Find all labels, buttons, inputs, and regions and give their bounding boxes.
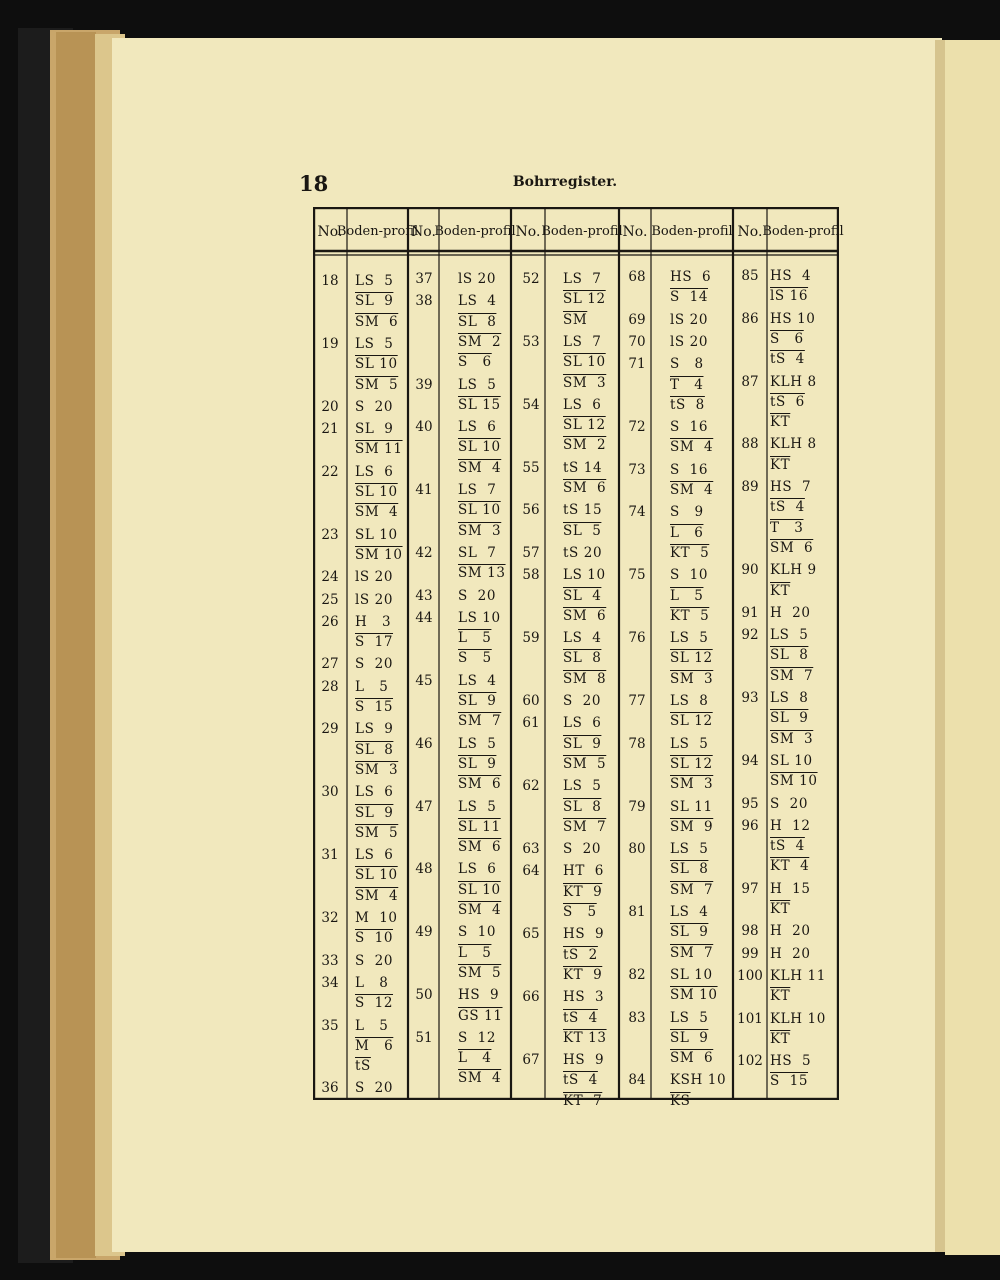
soil-profile-layer: LS 6	[563, 715, 602, 732]
page-number: 18	[299, 171, 329, 196]
soil-profile-layer: SL 9	[458, 755, 497, 772]
boring-number: 102	[737, 1053, 763, 1070]
boring-number: 39	[415, 376, 433, 393]
boring-number: 36	[321, 1080, 339, 1097]
boring-number: 63	[522, 841, 540, 858]
soil-profile-layer: SM 11	[355, 441, 403, 458]
boring-number: 86	[741, 310, 759, 327]
boring-number: 57	[522, 544, 540, 561]
soil-profile-layer: L 5	[458, 944, 492, 961]
soil-profile-layer: S 17	[355, 634, 394, 651]
boring-number: 21	[321, 421, 339, 438]
soil-profile-layer: SM 2	[563, 437, 607, 454]
boring-number: 44	[415, 609, 433, 626]
soil-profile-layer: S 10	[355, 930, 394, 947]
soil-profile-layer: SM 4	[458, 459, 502, 476]
soil-profile-layer: S 12	[355, 995, 394, 1012]
soil-profile-layer: LS 7	[458, 482, 497, 498]
soil-profile-layer: S 15	[355, 699, 394, 715]
soil-profile-layer: SL 10	[458, 881, 501, 898]
soil-profile-layer: LS 5	[355, 273, 394, 289]
boring-number: 61	[522, 715, 540, 732]
soil-profile-layer: GS 11	[458, 1007, 503, 1024]
soil-profile-layer: LS 5	[458, 735, 497, 752]
boring-number: 100	[737, 967, 763, 984]
soil-profile-layer: lS 20	[355, 591, 394, 608]
soil-profile-layer: SM 3	[355, 761, 399, 778]
boring-number: 87	[741, 373, 759, 390]
column-header-profile: Boden- profil	[336, 224, 419, 239]
soil-profile-layer: $\overline{KT}$	[770, 901, 791, 917]
soil-profile-layer: S 8	[670, 356, 704, 373]
soil-profile-layer: KLH 10	[770, 1010, 826, 1027]
soil-profile-layer: SL 10	[355, 356, 398, 373]
boring-number: 30	[321, 784, 339, 801]
soil-profile-layer: tS 4	[563, 1009, 598, 1026]
soil-profile-layer: lS 20	[355, 569, 394, 586]
soil-profile-layer: H 15	[770, 880, 811, 897]
soil-profile-layer: H 20	[770, 945, 811, 962]
soil-profile-layer: SL 9	[670, 924, 709, 941]
soil-profile-layer: KT 7	[563, 1092, 603, 1109]
column-header-no: No.	[515, 224, 541, 240]
boring-number: 41	[415, 482, 433, 498]
soil-profile-layer: L 6	[670, 524, 704, 541]
soil-profile-layer: tS 4	[563, 1072, 598, 1089]
boring-number: 29	[321, 721, 339, 738]
soil-profile-layer: SM 4	[355, 504, 399, 521]
soil-profile-layer: SL 9	[670, 1029, 709, 1046]
soil-profile-layer: tS 20	[563, 544, 603, 561]
soil-profile-layer: SL 4	[563, 587, 602, 604]
soil-profile-layer: SM 3	[770, 730, 814, 747]
boring-number: 81	[628, 904, 646, 920]
soil-profile-layer: KT 13	[563, 1029, 607, 1046]
soil-profile-layer: LS 9	[355, 721, 394, 738]
soil-profile-layer: H 12	[770, 817, 811, 834]
soil-profile-layer: SM 4	[670, 482, 714, 498]
boring-number: 34	[321, 974, 339, 991]
boring-number: 58	[522, 567, 540, 584]
boring-number: 49	[415, 924, 433, 941]
soil-profile-layer: LS 6	[355, 463, 394, 480]
boring-number: 26	[321, 613, 339, 630]
soil-profile-layer: SL 5	[563, 522, 602, 539]
boring-number: 33	[321, 952, 339, 969]
boring-number: 25	[321, 591, 339, 608]
boring-number: 19	[321, 335, 339, 352]
soil-profile-layer: HS 3	[563, 989, 605, 1006]
boring-number: 96	[741, 817, 759, 834]
soil-profile-layer: LS 6	[458, 419, 497, 436]
soil-profile-layer: SM 7	[563, 818, 607, 835]
soil-profile-layer: tS 4	[770, 838, 805, 855]
soil-profile-layer: SM 4	[458, 1070, 502, 1087]
boring-number: 42	[415, 544, 433, 561]
soil-profile-layer: KT 9	[563, 883, 603, 900]
boring-number: 18	[321, 273, 339, 289]
soil-profile-layer: SM 5	[563, 755, 607, 772]
soil-profile-layer: L 5	[670, 587, 704, 604]
soil-profile-layer: SM 9	[670, 818, 714, 835]
soil-profile-layer: LS 5	[458, 798, 497, 815]
soil-profile-layer: L 5	[458, 630, 492, 647]
soil-profile-layer: SM 6	[458, 839, 502, 856]
soil-profile-layer: L 8	[355, 974, 389, 991]
soil-profile-layer: SL 8	[563, 798, 602, 815]
boring-number: 46	[415, 735, 433, 752]
soil-profile-layer: LS 5	[670, 1009, 709, 1026]
soil-profile-layer: lS 20	[670, 333, 709, 350]
boring-number: 80	[628, 841, 646, 858]
soil-profile-layer: S 10	[670, 567, 709, 584]
boring-number: 88	[741, 436, 759, 453]
boring-number: 91	[741, 604, 759, 621]
soil-profile-layer: LS 7	[563, 333, 602, 350]
soil-profile-layer: HS 9	[563, 926, 605, 943]
soil-profile-layer: SM 6	[670, 1050, 714, 1067]
soil-profile-layer: $\overline{KT}$	[770, 456, 791, 473]
soil-profile-layer: S 20	[563, 841, 602, 858]
soil-profile-layer: S 20	[770, 795, 809, 812]
soil-profile-layer: HS 7	[770, 479, 812, 495]
boring-number: 60	[522, 693, 540, 709]
soil-profile-layer: SL 12	[670, 755, 713, 772]
soil-profile-layer: S 9	[670, 504, 704, 521]
boring-number: 48	[415, 861, 433, 878]
soil-profile-layer: S 20	[355, 398, 394, 415]
soil-profile-layer: SM 2	[458, 333, 502, 350]
soil-profile-layer: SL 9	[355, 804, 394, 821]
soil-profile-layer: S 12	[458, 1029, 497, 1046]
soil-profile-layer: LS 5	[563, 778, 602, 795]
soil-profile-layer: SL 11	[458, 818, 501, 835]
soil-profile-layer: SL 10	[458, 502, 501, 519]
soil-profile-layer: LS 6	[458, 861, 497, 878]
boring-number: 83	[628, 1009, 646, 1026]
soil-profile-layer: SM 6	[563, 480, 607, 496]
soil-profile-layer: SM 3	[563, 374, 607, 391]
column-header-no: No.	[317, 224, 343, 240]
soil-profile-layer: LS 8	[770, 690, 809, 706]
soil-profile-layer: SL 11	[670, 798, 713, 815]
soil-profile-layer: LS 7	[563, 271, 602, 287]
soil-profile-layer: SM 6	[563, 607, 607, 624]
soil-profile-layer: HS 9	[458, 987, 500, 1004]
boring-number: 71	[628, 356, 646, 373]
soil-profile-layer: KT 9	[563, 966, 603, 983]
boring-number: 79	[628, 798, 646, 815]
soil-profile-layer: H 20	[770, 923, 811, 940]
soil-profile-layer: S 15	[770, 1073, 809, 1090]
soil-profile-layer: SL 10	[563, 354, 606, 371]
soil-profile-layer: tS 6	[770, 393, 805, 410]
boring-number: 24	[321, 569, 339, 586]
soil-profile-layer: S 14	[670, 289, 709, 306]
soil-profile-layer: S 16	[670, 419, 709, 436]
soil-profile-layer: LS 8	[670, 693, 709, 709]
boring-number: 55	[522, 459, 540, 476]
column-header-profile: Boden- profil	[762, 224, 844, 239]
soil-profile-layer: SM 7	[458, 713, 502, 730]
soil-profile-layer: L 5	[355, 1017, 389, 1034]
soil-profile-layer: M 10	[355, 910, 398, 926]
soil-profile-layer: SM 10	[670, 987, 718, 1004]
soil-profile-layer: SL 8	[355, 741, 394, 758]
boring-number: 98	[741, 923, 759, 940]
soil-profile-layer: SL 10	[355, 867, 398, 884]
soil-profile-layer: SL 10	[355, 526, 398, 543]
soil-profile-layer: SL 12	[670, 713, 713, 730]
soil-profile-layer: SM 4	[355, 887, 399, 904]
boring-number: 56	[522, 502, 540, 519]
boring-number: 54	[522, 396, 540, 413]
soil-profile-layer: LS 4	[458, 293, 497, 310]
column-header-profile: Boden- profil	[541, 224, 623, 239]
soil-profile-layer: SL 9	[458, 693, 497, 709]
boring-number: 27	[321, 656, 339, 673]
soil-profile-layer: SM 3	[458, 522, 502, 539]
soil-profile-layer: SM 4	[670, 439, 714, 456]
boring-number: 75	[628, 567, 646, 584]
soil-profile-layer: SM 3	[670, 670, 714, 687]
boring-number: 31	[321, 847, 339, 864]
soil-profile-layer: S 6	[770, 330, 804, 347]
boring-number: 67	[522, 1052, 540, 1069]
soil-profile-layer: LS 4	[563, 630, 602, 647]
soil-profile-layer: tS 4	[770, 351, 805, 368]
soil-profile-layer: S 20	[458, 587, 497, 604]
soil-profile-layer: SL 10	[770, 752, 813, 769]
soil-profile-layer: SL 12	[563, 291, 606, 308]
soil-profile-layer: tS 4	[770, 499, 805, 516]
boring-number: 99	[741, 945, 759, 962]
soil-profile-layer: SM 8	[563, 670, 607, 687]
boring-number: 101	[737, 1010, 763, 1027]
boring-number: 73	[628, 461, 646, 478]
soil-profile-layer: SL 10	[458, 439, 501, 456]
boring-number: 74	[628, 504, 646, 521]
soil-profile-layer: $\overline{tS}$	[355, 1058, 371, 1075]
soil-profile-layer: lS 16	[770, 288, 809, 305]
boring-number: 53	[522, 333, 540, 350]
soil-profile-layer: LS 5	[355, 335, 394, 352]
soil-profile-layer: SM 10	[770, 773, 818, 790]
soil-profile-layer: SM 5	[458, 964, 502, 981]
soil-profile-layer: S 6	[458, 354, 492, 371]
register-table	[313, 207, 844, 1109]
soil-profile-layer: L 5	[355, 678, 389, 695]
soil-profile-layer: SL 9	[770, 710, 809, 727]
soil-profile-layer: H 3	[355, 613, 392, 630]
soil-profile-layer: KSH 10	[670, 1072, 727, 1089]
soil-profile-layer: LS 5	[458, 376, 497, 393]
soil-profile-layer: KLH 9	[770, 562, 817, 579]
boring-number: 62	[522, 778, 540, 795]
boring-number: 47	[415, 798, 433, 815]
soil-profile-layer: SL 9	[355, 293, 394, 310]
soil-profile-layer: T 3	[770, 519, 804, 536]
boring-number: 64	[522, 863, 540, 880]
boring-number: 69	[628, 311, 646, 328]
column-header-profile: Boden- profil	[434, 224, 516, 239]
soil-profile-layer: LS 6	[563, 396, 602, 413]
soil-profile-layer: LS 5	[670, 841, 709, 858]
boring-number: 78	[628, 735, 646, 752]
soil-profile-layer: $\overline{KS}$	[670, 1092, 691, 1109]
soil-profile-layer: SL 9	[355, 421, 394, 438]
boring-number: 23	[321, 526, 339, 543]
soil-profile-layer: SL 7	[458, 544, 497, 561]
boring-number: 89	[741, 479, 759, 495]
soil-profile-layer: KLH 8	[770, 436, 817, 453]
boring-number: 38	[415, 293, 433, 310]
boring-number: 90	[741, 562, 759, 579]
boring-number: 65	[522, 926, 540, 943]
soil-profile-layer: SM 7	[770, 667, 814, 684]
soil-profile-layer: KLH 11	[770, 967, 826, 984]
boring-number: 66	[522, 989, 540, 1006]
soil-profile-layer: S 20	[355, 656, 394, 673]
boring-number: 32	[321, 910, 339, 926]
soil-profile-layer: SL 12	[670, 650, 713, 667]
soil-profile-layer: LS 4	[458, 672, 497, 689]
soil-profile-layer: SL 15	[458, 396, 501, 413]
boring-number: 52	[522, 271, 540, 287]
soil-profile-layer: lS 20	[670, 311, 709, 328]
soil-profile-layer: KLH 8	[770, 373, 817, 390]
boring-number: 94	[741, 752, 759, 769]
soil-profile-layer: SL 9	[563, 735, 602, 752]
boring-number: 35	[321, 1017, 339, 1034]
boring-number: 70	[628, 333, 646, 350]
soil-profile-layer: SL 8	[770, 647, 809, 664]
boring-number: 22	[321, 463, 339, 480]
boring-number: 97	[741, 880, 759, 897]
soil-profile-layer: HS 6	[670, 269, 712, 285]
boring-number: 68	[628, 269, 646, 285]
soil-profile-layer: $\overline{KT}$	[770, 988, 791, 1005]
running-title: Bohrregister.	[512, 174, 618, 190]
soil-profile-layer: T 4	[670, 376, 704, 393]
soil-profile-layer: $\overline{KT}$	[770, 1030, 791, 1047]
boring-number: 95	[741, 795, 759, 812]
soil-profile-layer: HS 10	[770, 310, 816, 327]
boring-number: 72	[628, 419, 646, 436]
soil-profile-layer: SL 10	[670, 966, 713, 983]
soil-profile-layer: SM 3	[670, 776, 714, 793]
soil-profile-layer: SM 6	[770, 539, 814, 556]
soil-profile-layer: SL 12	[563, 417, 606, 434]
boring-number: 28	[321, 678, 339, 695]
boring-number: 37	[415, 271, 433, 287]
soil-profile-layer: SM 7	[670, 881, 714, 898]
soil-profile-layer: KT 5	[670, 544, 710, 561]
boring-number: 77	[628, 693, 646, 709]
column-header-no: No.	[622, 224, 648, 240]
soil-profile-layer: S 5	[563, 904, 597, 920]
soil-profile-layer: LS 6	[355, 784, 394, 801]
soil-profile-layer: tS 14	[563, 459, 603, 476]
soil-profile-layer: SL 8	[563, 650, 602, 667]
soil-profile-layer: S 10	[458, 924, 497, 941]
soil-profile-layer: SL 8	[670, 861, 709, 878]
soil-profile-layer: LS 10	[458, 609, 501, 626]
boring-number: 59	[522, 630, 540, 647]
soil-profile-layer: S 20	[355, 952, 394, 969]
soil-profile-layer: SM 6	[355, 313, 399, 330]
soil-profile-layer: HS 9	[563, 1052, 605, 1069]
soil-profile-layer: LS 6	[355, 847, 394, 864]
boring-number: 40	[415, 419, 433, 436]
soil-profile-layer: S 5	[458, 650, 492, 667]
soil-profile-layer: HS 4	[770, 268, 812, 284]
boring-number: 84	[628, 1072, 646, 1089]
soil-profile-layer: SM 7	[670, 944, 714, 961]
soil-profile-layer: SM 5	[355, 376, 399, 393]
soil-profile-layer: SL 10	[355, 484, 398, 500]
soil-profile-layer: SL 8	[458, 313, 497, 330]
soil-profile-layer: H 20	[770, 604, 811, 621]
soil-profile-layer: LS 5	[670, 630, 709, 647]
boring-number: 45	[415, 672, 433, 689]
boring-number: 51	[415, 1029, 433, 1046]
soil-profile-layer: SM 5	[355, 824, 399, 841]
soil-profile-layer: HS 5	[770, 1053, 812, 1070]
soil-profile-layer: S 16	[670, 461, 709, 478]
soil-profile-layer: M 6	[355, 1037, 394, 1054]
column-header-no: No.	[737, 224, 763, 240]
soil-profile-layer: $\overline{KT}$	[770, 414, 791, 431]
boring-number: 82	[628, 966, 646, 983]
soil-profile-layer: $\overline{SM}$	[563, 311, 588, 328]
soil-profile-layer: tS 8	[670, 396, 705, 413]
soil-profile-layer: LS 5	[770, 627, 809, 644]
boring-number: 92	[741, 627, 759, 644]
soil-profile-layer: tS 15	[563, 502, 603, 519]
soil-profile-layer: S 20	[355, 1080, 394, 1097]
soil-profile-layer: SM 6	[458, 776, 502, 793]
soil-profile-layer: S 20	[563, 693, 602, 709]
soil-profile-layer: LS 4	[670, 904, 709, 920]
soil-profile-layer: $\overline{KT}$	[770, 582, 791, 599]
column-header-no: No.	[411, 224, 436, 240]
boring-number: 85	[741, 268, 759, 284]
boring-number: 43	[415, 587, 433, 604]
soil-profile-layer: tS 2	[563, 946, 598, 963]
boring-number: 50	[415, 987, 433, 1004]
soil-profile-layer: L 4	[458, 1050, 492, 1067]
soil-profile-layer: lS 20	[458, 271, 497, 287]
soil-profile-layer: HT 6	[563, 863, 604, 880]
soil-profile-layer: KT 4	[770, 858, 810, 875]
soil-profile-layer: LS 10	[563, 567, 606, 584]
boring-number: 20	[321, 398, 339, 415]
soil-profile-layer: KT 5	[670, 607, 710, 624]
soil-profile-layer: SM 10	[355, 546, 403, 563]
soil-profile-layer: SM 4	[458, 902, 502, 918]
column-header-profile: Boden- profil	[651, 224, 733, 239]
boring-number: 93	[741, 690, 759, 706]
boring-number: 76	[628, 630, 646, 647]
soil-profile-layer: LS 5	[670, 735, 709, 752]
soil-profile-layer: SM 13	[458, 565, 506, 582]
